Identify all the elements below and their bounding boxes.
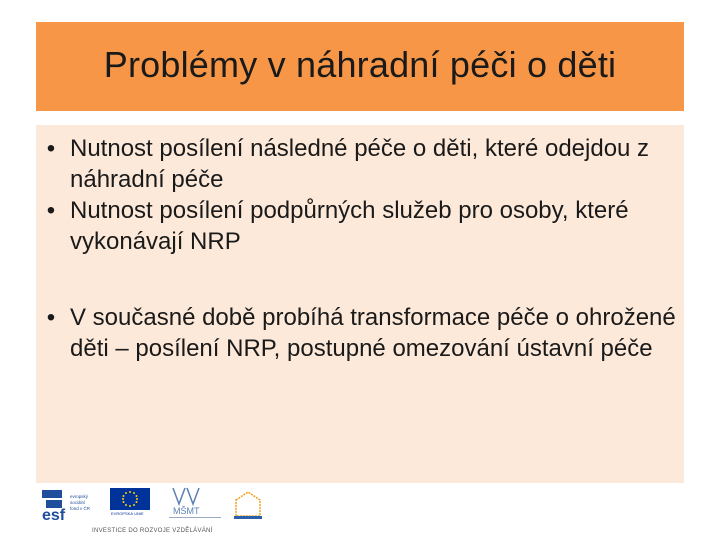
bullet-text: V současné době probíhá transformace péče o ohrožené děti – posílení NRP, postupné omezování ústavní péče xyxy=(70,304,676,362)
esf-logo xyxy=(40,488,100,524)
eu-flag-logo xyxy=(110,488,150,516)
esf-wordmark: esf xyxy=(42,507,66,524)
bullet-text: Nutnost posílení následné péče o děti, které odejdou z náhradní péče xyxy=(70,135,650,193)
svg-text:sociální: sociální xyxy=(70,500,86,505)
bullet-marker: • xyxy=(46,135,56,162)
title-band xyxy=(36,22,684,111)
bullet-marker: • xyxy=(46,304,56,331)
svg-text:MŠMT: MŠMT xyxy=(173,506,200,516)
bullet-item xyxy=(36,133,684,195)
op-logo xyxy=(230,490,266,522)
bullet-text: Nutnost posílení podpůrných služeb pro osoby, které vykonávají NRP xyxy=(70,197,629,255)
svg-text:fond v ČR: fond v ČR xyxy=(70,506,91,511)
slide-title: Problémy v náhradní péči o děti xyxy=(103,43,617,85)
msmt-logo xyxy=(165,484,225,522)
bullet-marker: • xyxy=(46,197,56,224)
svg-text:evropský: evropský xyxy=(70,494,89,499)
bullet-item xyxy=(36,302,684,364)
svg-text:EVROPSKÁ UNIE: EVROPSKÁ UNIE xyxy=(111,511,144,516)
bullet-item xyxy=(36,195,684,257)
logos-caption: INVESTICE DO ROZVOJE VZDĚLÁVÁNÍ xyxy=(92,528,213,534)
content-box xyxy=(36,125,684,483)
footer-logos xyxy=(40,484,270,538)
bullet-list xyxy=(36,133,684,364)
